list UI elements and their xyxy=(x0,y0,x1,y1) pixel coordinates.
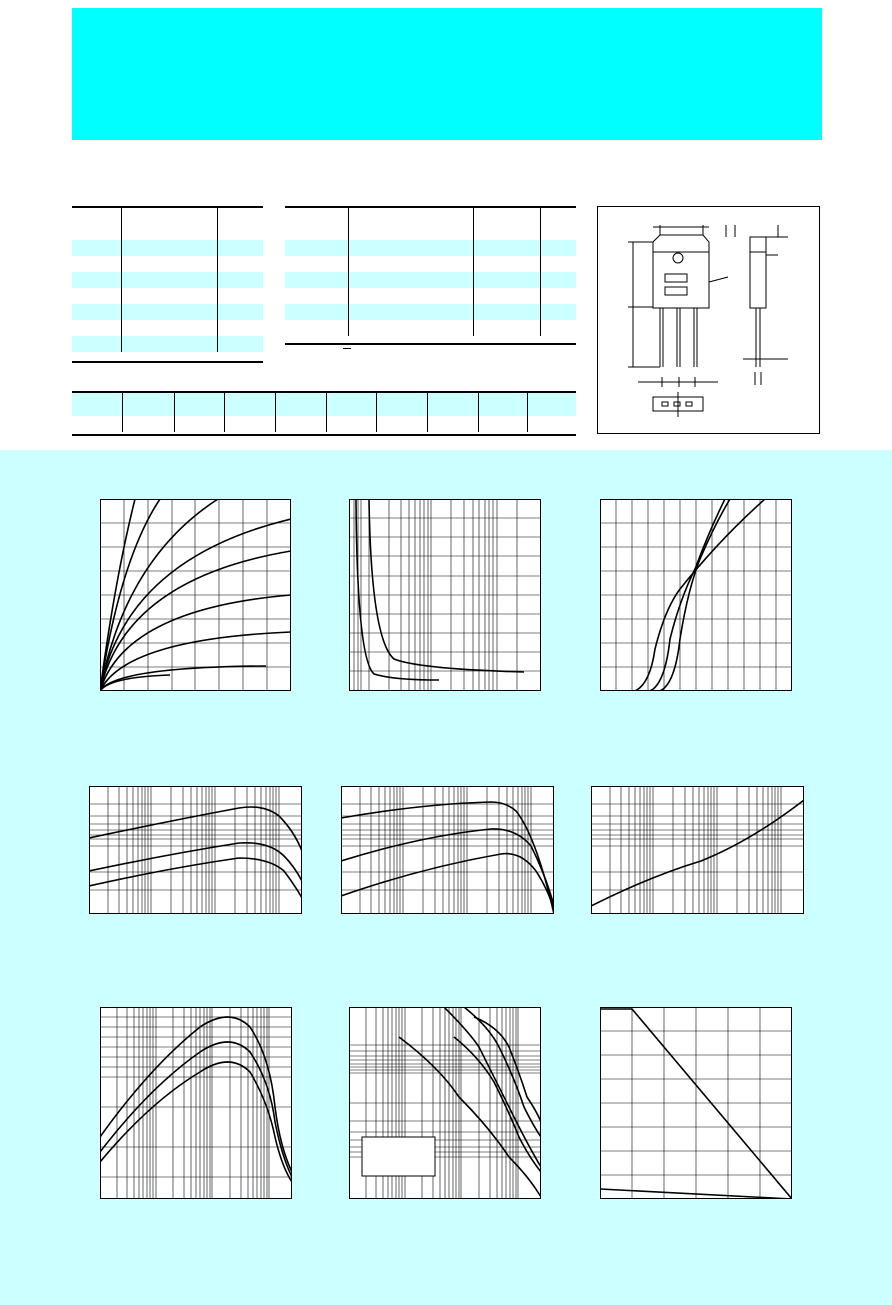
title-banner xyxy=(72,8,822,140)
hfe-rank-table xyxy=(72,393,576,432)
chart-power-derating xyxy=(600,1007,792,1199)
ratings-table-bottom-rule xyxy=(72,361,263,363)
chart-hfe-ic-2 xyxy=(341,786,554,914)
characteristics-table xyxy=(285,208,576,336)
soa-legend-box xyxy=(362,1137,435,1176)
package-outline-box xyxy=(597,206,820,434)
characteristics-table-bottom-rule xyxy=(285,343,576,345)
chart-safe-operating-area xyxy=(349,1007,541,1199)
chart-vsat-ic xyxy=(591,786,804,914)
hfe-table-bottom-rule xyxy=(72,434,576,436)
chart-ic-vbe xyxy=(600,499,792,691)
chart-vce-ib xyxy=(349,499,541,691)
chart-ft-ic xyxy=(100,1007,292,1199)
chart-hfe-ic-1 xyxy=(89,786,302,914)
ratings-table xyxy=(72,208,263,352)
footnote-mark xyxy=(343,348,351,349)
package-outline-drawing xyxy=(598,207,819,433)
chart-ic-vce xyxy=(100,499,291,691)
